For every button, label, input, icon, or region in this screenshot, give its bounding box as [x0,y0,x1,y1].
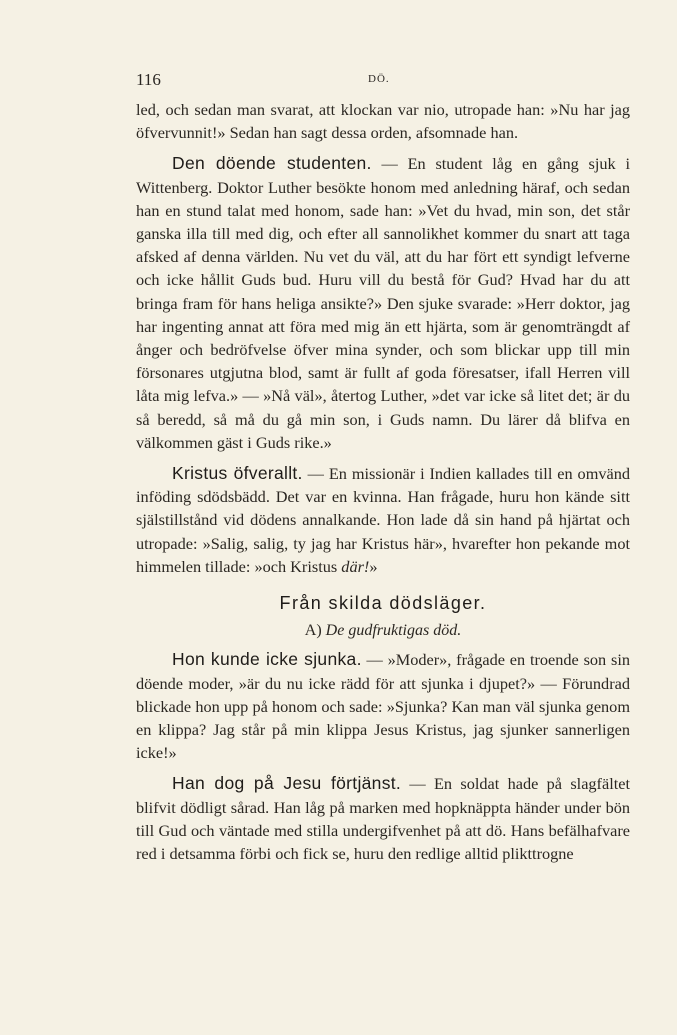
intro-paragraph: led, och sedan man svarat, att klockan var nio, utropade han: »Nu har jag öfvervunnit!» Sedan han sagt dessa orden, afsomnade han. [136,100,630,143]
entry-text-end: » [369,556,378,576]
entry-could-not-sink [136,648,630,764]
subtitle-label: A) [304,622,326,640]
entry-text: — En student låg en gång sjuk i Wittenberg. Doktor Luther besökte honom med anledning häraf, och sedan han en stund talat med honom, sade han: »Vet du hvad, min son, det står ganska illa till med dig, och efter all sannolikhet kommer du snart att taga afsked af denna världen. Nu vet du väl, att du har fört ett syndigt lefverne och icke hållit Guds bud. Huru vill du bestå för Gud? Hvad har du att bringa fram för hans heliga ansikte?» Den sjuke svarade: »Herr doktor, jag har ingenting annat att föra med mig än ett hjärta, som är genomträngdt af ånger och bedröfvelse öfver mina synder, och som blickar upp till min försonares utgjutna blod, samt är fullt af goda föresatser, ifall Herren vill låta mig lefva.» — »Nå väl», återtog Luther, »det var icke så litet det; är du så beredd, så må du gå min son, i Guds namn. Du lärer då blifva en välkommen gäst i Guds rike.» [136,154,630,452]
body-text [136,98,630,873]
entry-died-on-merit [136,772,630,865]
entry-heading: Den döende studenten. [172,153,372,174]
entry-text: — En missionär i Indien kallades till en omvänd inföding sdödsbädd. Det var en kvinna. Han frågade, huru hon kände sitt själstillstånd vid dödens annalkande. Hon lade då sin hand på hjärtat och utropade: »Salig, salig, ty jag har Kristus här», hvarefter hon pekande mot himmelen tillade: »och Kristus [136,464,631,576]
entry-heading: Hon kunde icke sjunka. [172,649,362,670]
entry-text-italic: där! [341,556,370,576]
entry-heading: Han dog på Jesu förtjänst. [172,773,402,794]
section-title: Från skilda dödsläger. [279,593,487,614]
page-header [136,70,630,94]
entry-dying-student [136,152,630,454]
page-number: 116 [136,70,161,89]
entry-text: — »Moder», frågade en troende son sin döende moder, »är du nu icke rädd för att sjunka i djupet?» — Förundrad blickade hon upp på honom och sade: »Sjunka? Kan man väl sjunka genom en klippa? Jag står på min klippa Jesus Kristus, jag sjunker sannerligen icke!» [136,650,630,763]
section-subtitle [136,619,630,642]
running-head: DÖ. [368,73,390,85]
entry-text: — En soldat hade på slagfältet blifvit dödligt sårad. Han låg på marken med hopknäppta händer under bön till Gud och väntade med stilla undergifvenhet på att dö. Hans befälhafvare red i detsamma förbi och fick se, huru den redlige alltid plikttrogne [136,774,631,864]
entry-christ-everywhere [136,462,630,578]
entry-heading: Kristus öfverallt. [172,463,303,484]
subtitle-italic: De gudfruktigas död. [325,622,462,640]
